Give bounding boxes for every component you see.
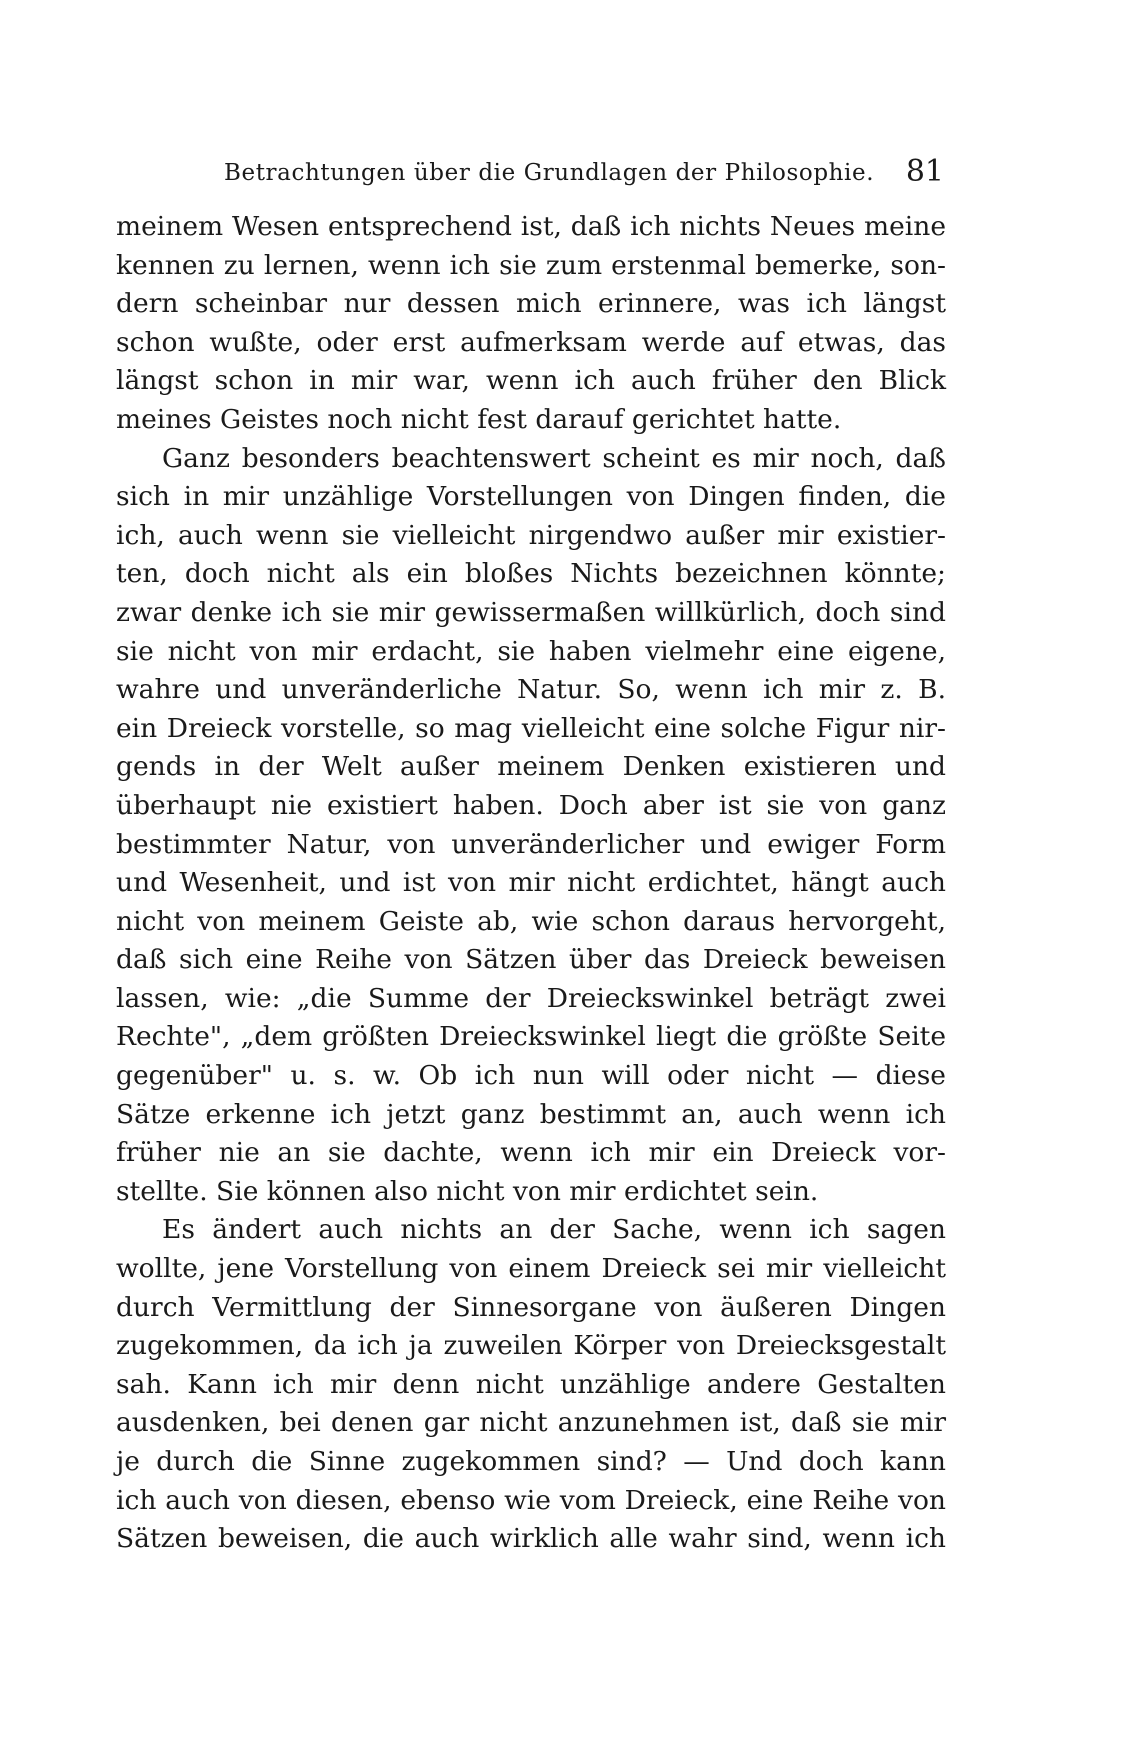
body-text	[116, 208, 946, 1559]
text-line: ich, auch wenn sie vielleicht nirgendwo außer mir existier-	[116, 519, 946, 551]
text-line: zugekommen, da ich ja zuweilen Körper von Dreiecksgestalt	[116, 1330, 946, 1362]
text-line: wahre und unveränderliche Natur. So, wenn ich mir z. B.	[116, 674, 946, 706]
text-line: dern scheinbar nur dessen mich erinnere, was ich längst	[116, 288, 946, 320]
text-line: meines Geistes noch nicht fest darauf gerichtet hatte.	[116, 403, 842, 435]
text-line: je durch die Sinne zugekommen sind? — Und doch kann	[116, 1446, 946, 1477]
page-number: 81	[905, 154, 944, 189]
text-line: gends in der Welt außer meinem Denken existieren und	[116, 751, 946, 783]
text-line: sich in mir unzählige Vorstellungen von Dingen finden, die	[116, 481, 946, 513]
text-line: schon wußte, oder erst aufmerksam werde auf etwas, das	[116, 326, 946, 358]
text-line: zwar denke ich sie mir gewissermaßen willkürlich, doch sind	[116, 596, 946, 628]
text-line: Sätze erkenne ich jetzt ganz bestimmt an, auch wenn ich	[116, 1098, 946, 1130]
text-line: kennen zu lernen, wenn ich sie zum erstenmal bemerke, son-	[116, 249, 946, 281]
text-line: gegenüber" u. s. w. Ob ich nun will oder nicht — diese	[116, 1060, 946, 1092]
text-line: früher nie an sie dachte, wenn ich mir ein Dreieck vor-	[116, 1137, 946, 1169]
text-line: ein Dreieck vorstelle, so mag vielleicht eine solche Figur nir-	[116, 712, 946, 744]
paragraph-start-line: Ganz besonders beachtenswert scheint es mir noch, daß	[162, 442, 946, 474]
text-line: meinem Wesen entsprechend ist, daß ich nichts Neues meine	[116, 211, 946, 242]
running-title: Betrachtungen über die Grundlagen der Philosophie.	[224, 160, 875, 186]
text-line: Sätzen beweisen, die auch wirklich alle wahr sind, wenn ich	[116, 1523, 946, 1555]
text-line: ich auch von diesen, ebenso wie vom Dreieck, eine Reihe von	[116, 1484, 946, 1516]
text-line: längst schon in mir war, wenn ich auch früher den Blick	[116, 365, 946, 397]
page-header	[224, 154, 944, 200]
text-line: nicht von meinem Geiste ab, wie schon daraus hervorgeht,	[116, 905, 946, 937]
text-line: sie nicht von mir erdacht, sie haben vielmehr eine eigene,	[116, 635, 946, 667]
text-line: stellte. Sie können also nicht von mir erdichtet sein.	[116, 1175, 819, 1207]
text-line: bestimmter Natur, von unveränderlicher und ewiger Form	[116, 828, 946, 860]
text-line: lassen, wie: „die Summe der Dreieckswinkel beträgt zwei	[116, 982, 946, 1014]
text-line: durch Vermittlung der Sinnesorgane von äußeren Dingen	[116, 1291, 946, 1323]
text-line: ten, doch nicht als ein bloßes Nichts bezeichnen könnte;	[116, 558, 946, 590]
paragraph-start-line: Es ändert auch nichts an der Sache, wenn ich sagen	[162, 1214, 946, 1246]
text-line: wollte, jene Vorstellung von einem Dreieck sei mir vielleicht	[116, 1253, 946, 1285]
text-line: daß sich eine Reihe von Sätzen über das Dreieck beweisen	[116, 944, 946, 976]
text-line: überhaupt nie existiert haben. Doch aber ist sie von ganz	[116, 789, 946, 821]
text-line: sah. Kann ich mir denn nicht unzählige andere Gestalten	[116, 1368, 946, 1400]
text-line: und Wesenheit, und ist von mir nicht erdichtet, hängt auch	[116, 867, 946, 899]
text-line: ausdenken, bei denen gar nicht anzunehmen ist, daß sie mir	[116, 1407, 946, 1439]
text-line: Rechte", „dem größten Dreieckswinkel liegt die größte Seite	[116, 1021, 946, 1053]
